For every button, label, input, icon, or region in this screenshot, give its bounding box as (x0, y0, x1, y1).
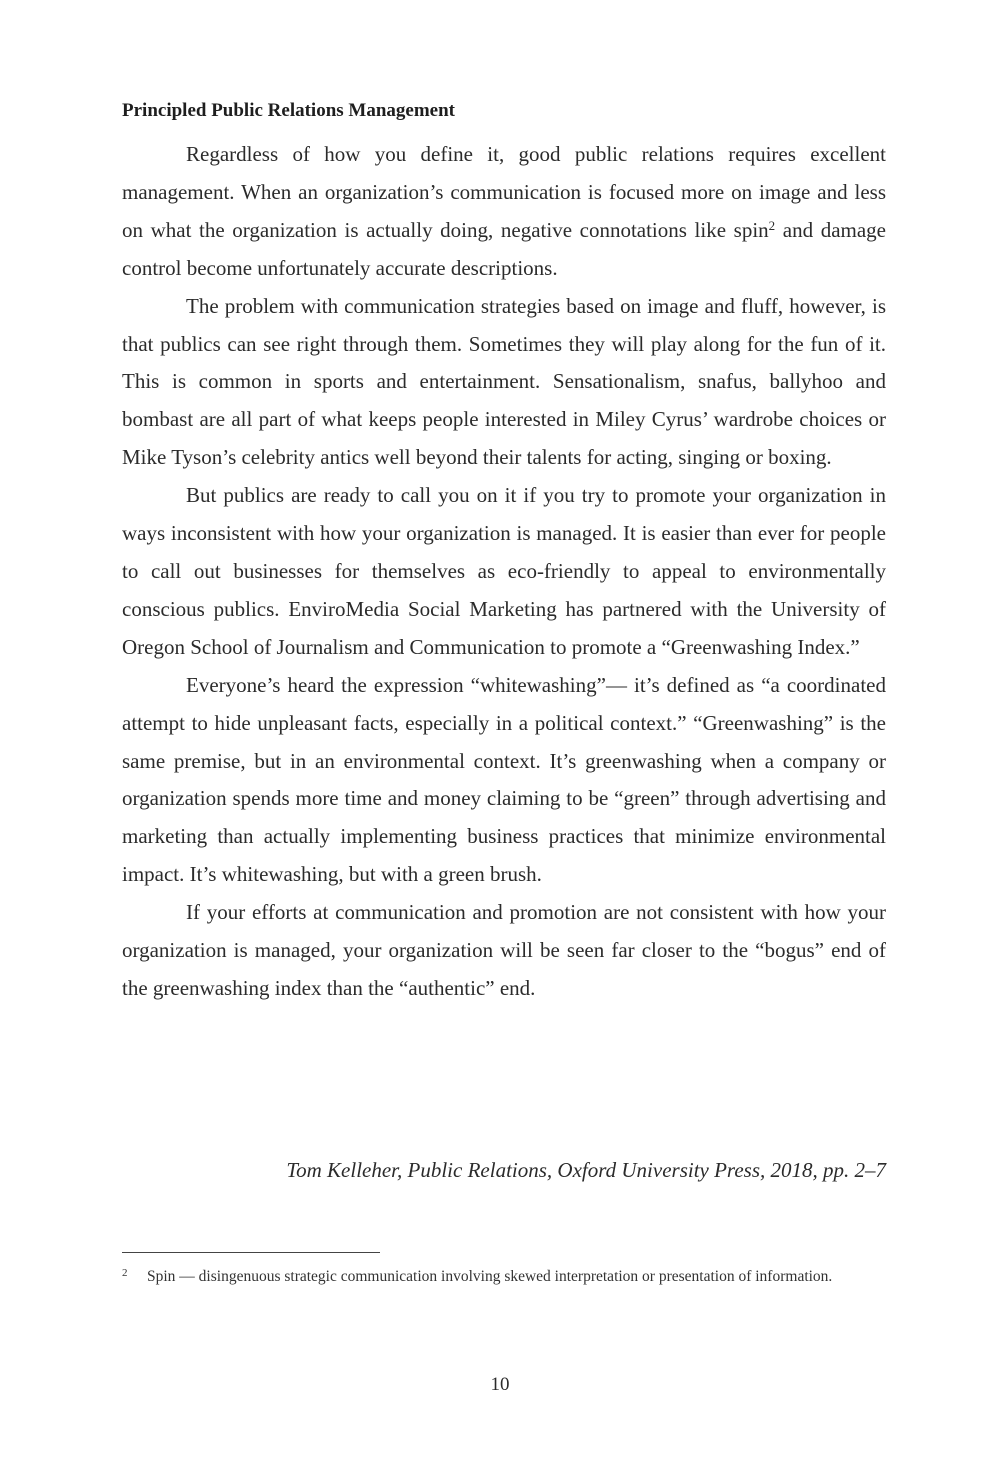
body-text (122, 136, 886, 1008)
footnote-text: Spin — disingenuous strategic communication involving skewed interpretation or presentation of information. (147, 1268, 833, 1285)
footnote (122, 1266, 886, 1287)
footnote-reference: 2 (768, 217, 776, 233)
paragraph-2: The problem with communication strategies based on image and fluff, however, is that publics can see right through them. Sometimes they will play along for the fun of it. This is common in sports and entertainment. Sensationalism, snafus, ballyhoo and bombast are all part of what keeps people interested in Miley Cyrus’ wardrobe choices or Mike Tyson’s celebrity antics well beyond their talents for acting, singing or boxing. (122, 293, 886, 470)
paragraph-3: But publics are ready to call you on it if you try to promote your organization in ways inconsistent with how your organization is managed. It is easier than ever for people to call out businesses for themselves as eco-friendly to appeal to environmentally conscious publics. EnviroMedia Social Marketing has partnered with the University of Oregon School of Journalism and Communication to promote a “Greenwashing Index.” (122, 483, 886, 659)
source-citation: Tom Kelleher, Public Relations, Oxford University Press, 2018, pp. 2–7 (286, 1158, 886, 1182)
paragraph-5: If your efforts at communication and promotion are not consistent with how your organization is managed, your organization will be seen far closer to the “bogus” end of the greenwashing index than the “authentic” end. (122, 900, 886, 1000)
paragraph-1-text-cont: and damage control become unfortunately accurate descriptions. (122, 217, 886, 280)
section-heading: Principled Public Relations Management (122, 100, 456, 121)
paragraph-4: Everyone’s heard the expression “whitewashing”— it’s defined as “a coordinated attempt to hide unpleasant facts, especially in a political context.” “Greenwashing” is the same premise, but in an environmental context. It’s greenwashing when a company or organization spends more time and money claiming to be “green” through advertising and marketing than actually implementing business practices that minimize environmental impact. It’s whitewashing, but with a green brush. (122, 672, 886, 887)
footnote-marker: 2 (122, 1267, 128, 1279)
page-number: 10 (490, 1374, 510, 1395)
footnote-divider (122, 1252, 380, 1253)
paragraph-1-text: Regardless of how you define it, good public relations requires excellent management. When an organization’s communication is focused more on image and less on what the organization is actually doing, negative connotations like spin (122, 142, 886, 242)
paragraph-1 (122, 136, 886, 288)
